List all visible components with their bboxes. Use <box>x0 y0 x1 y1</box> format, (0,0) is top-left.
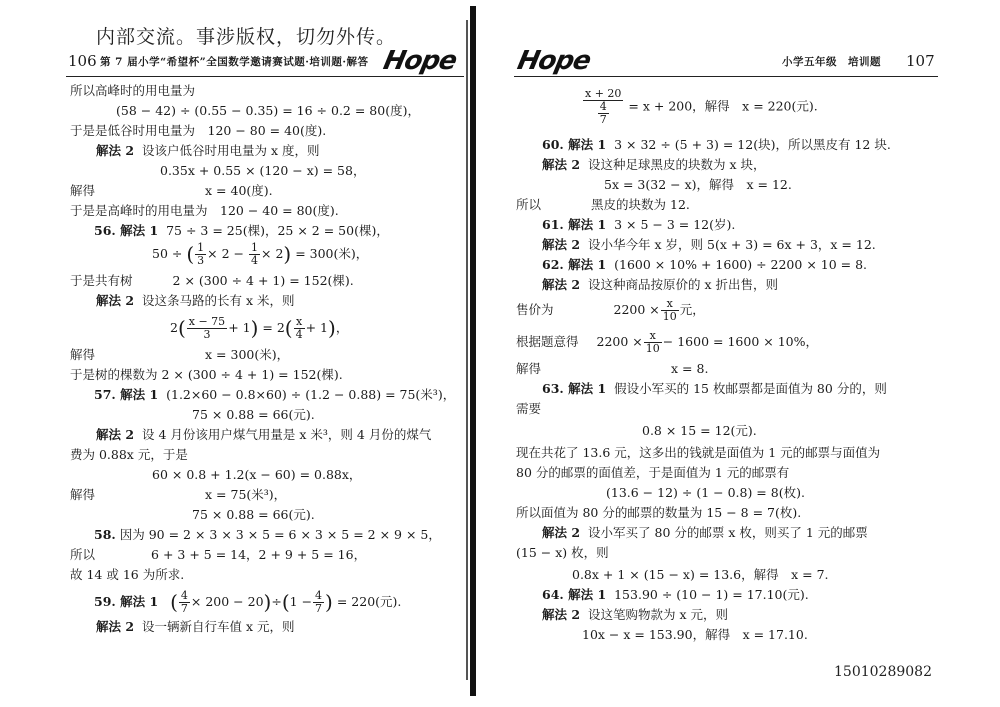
problem-number: 63. 解法 1 <box>542 381 607 396</box>
problem-number: 59. 解法 1 <box>94 594 159 609</box>
text-line <box>516 196 690 213</box>
text-line: 费为 0.88x 元，于是 <box>70 447 188 462</box>
text: = 220(元). <box>336 594 402 609</box>
paren-open: ( <box>186 242 195 266</box>
text: 设一辆新自行车值 x 元，则 <box>142 619 295 634</box>
equation-line: 75 × 0.88 = 66(元). <box>192 407 315 422</box>
text: 50 ÷ <box>152 246 183 261</box>
text: 设小军买了 80 分的邮票 x 枚，则买了 1 元的邮票 <box>588 525 868 540</box>
text: x = 75(米³)， <box>205 487 287 502</box>
paren-open: ( <box>281 590 290 614</box>
solution-line <box>542 586 809 603</box>
solution-label: 解法 2 <box>542 607 581 622</box>
solution-line <box>542 524 868 541</box>
fraction: $\frac{1}{3}$ <box>197 241 205 267</box>
problem-number: 61. 解法 1 <box>542 217 607 232</box>
fraction: $\frac{4}{7}$ <box>180 589 188 615</box>
solution-line <box>94 222 389 239</box>
fraction: $\frac{4}{7}$ <box>315 589 323 615</box>
equation-line: 0.35x + 0.55 × (120 − x) = 58， <box>160 163 366 178</box>
text: 于是共有树 <box>70 273 133 288</box>
text: 设这笔购物款为 x 元，则 <box>588 607 729 622</box>
solution-line <box>542 136 891 153</box>
problem-number: 62. 解法 1 <box>542 257 607 272</box>
fraction-denominator <box>583 101 623 126</box>
page-number: 107 <box>906 52 935 70</box>
hope-logo: Hope <box>380 46 460 76</box>
text-line: 于是是低谷时用电量为 120 − 80 = 40(度). <box>70 123 327 138</box>
text-line <box>516 360 708 377</box>
left-page-header <box>66 46 464 77</box>
text: 所以 <box>516 197 542 212</box>
text-line: 需要 <box>516 401 542 416</box>
equation-line: 10x − x = 153.90，解得 x = 17.10. <box>582 627 808 642</box>
solution-line <box>542 236 876 253</box>
fraction: $\frac{4}{7}$ <box>599 100 607 126</box>
fraction: $\frac{1}{4}$ <box>251 241 258 267</box>
text: = 2 <box>262 320 285 335</box>
text: 75 ÷ 3 = 25(棵)，25 × 2 = 50(棵)， <box>166 223 389 238</box>
solution-line <box>94 526 441 543</box>
text: 1 − <box>289 594 313 609</box>
text-line <box>70 272 354 289</box>
text: 设这种足球黑皮的块数为 x 块， <box>588 157 766 172</box>
text-line <box>70 182 273 199</box>
equation-line <box>582 88 818 126</box>
problem-number: 57. 解法 1 <box>94 387 159 402</box>
text-line: 于是是高峰时的用电量为 120 − 40 = 80(度). <box>70 203 339 218</box>
text: + 1 <box>228 320 251 335</box>
right-page-header <box>514 46 938 77</box>
equation-line: (58 − 42) ÷ (0.55 − 0.35) = 16 ÷ 0.2 = 80(度)， <box>116 103 420 118</box>
problem-number: 64. 解法 1 <box>542 587 607 602</box>
solution-line <box>542 606 728 623</box>
paren-close: ) <box>283 242 292 266</box>
text: 因为 90 = 2 × 3 × 3 × 5 = 6 × 3 × 5 = 2 × 9 × 5， <box>119 527 441 542</box>
text: 所以 <box>70 547 96 562</box>
solution-line <box>96 426 431 443</box>
left-page <box>0 0 470 707</box>
confidential-notice: 内部交流。事涉版权，切勿外传。 <box>96 26 397 48</box>
text: 售价为 <box>516 302 554 317</box>
paren-open: ( <box>284 316 293 340</box>
equation-line <box>152 242 368 267</box>
text: 根据题意得 <box>516 334 579 349</box>
text: x = 40(度). <box>205 183 273 198</box>
text-line: (15 − x) 枚，则 <box>516 545 609 560</box>
text: = x + 200，解得 x = 220(元). <box>628 98 818 114</box>
text: 设小华今年 x 岁，则 5(x + 3) = 6x + 3，x = 12. <box>588 237 876 252</box>
equation-line: 5x = 3(32 − x)，解得 x = 12. <box>604 177 792 192</box>
text: × 2 <box>261 246 284 261</box>
text: 假设小军买的 15 枚邮票都是面值为 80 分的，则 <box>614 381 887 396</box>
text: 设这种商品按原价的 x 折出售，则 <box>588 277 779 292</box>
solution-label: 解法 2 <box>96 143 135 158</box>
text: 3 × 5 − 3 = 12(岁). <box>614 217 736 232</box>
paren-close: ) <box>250 316 259 340</box>
equation-line <box>170 316 348 341</box>
phone-number: 15010289082 <box>834 664 932 680</box>
text-line: 现在共花了 13.6 元，这多出的钱就是面值为 1 元的邮票与面值为 <box>516 445 881 460</box>
header-title: 小学五年级 培训题 <box>782 56 881 68</box>
text: 2200 × <box>596 334 643 349</box>
header-title: 第 7 届小学“希望杯”全国数学邀请赛试题·培训题·解答 <box>100 56 369 68</box>
equation-line: 60 × 0.8 + 1.2(x − 60) = 0.88x， <box>152 467 362 482</box>
text: (1.2×60 − 0.8×60) ÷ (1.2 − 0.88) = 75(米³)， <box>166 387 456 402</box>
equation-line: (13.6 − 12) ÷ (1 − 0.8) = 8(枚). <box>606 485 805 500</box>
text: 黑皮的块数为 12. <box>591 197 690 212</box>
solution-line <box>542 216 735 233</box>
text: = 300(米)， <box>295 246 369 261</box>
text: 元， <box>679 302 705 317</box>
fraction: $\frac{x}{10}$ <box>645 329 660 355</box>
text: ， <box>335 320 349 335</box>
solution-label: 解法 2 <box>542 277 581 292</box>
text: (1600 × 10% + 1600) ÷ 2200 × 10 = 8. <box>614 257 868 272</box>
solution-line <box>542 256 867 273</box>
text-line: 80 分的邮票的面值差，于是面值为 1 元的邮票有 <box>516 465 790 480</box>
right-page <box>476 0 1000 707</box>
problem-number: 60. 解法 1 <box>542 137 607 152</box>
text: 153.90 ÷ (10 − 1) = 17.10(元). <box>614 587 809 602</box>
solution-label: 解法 2 <box>96 293 135 308</box>
text: × 2 − <box>207 246 245 261</box>
text-line <box>516 298 705 323</box>
text: 解得 <box>516 361 542 376</box>
fraction: $\frac{x + 20}{\frac{4}{7}}$ <box>585 87 622 126</box>
paren-close: ) <box>328 316 336 340</box>
text: 6 + 3 + 5 = 14，2 + 9 + 5 = 16， <box>151 547 367 562</box>
text: x = 300(米)， <box>205 347 290 362</box>
text: x = 8. <box>671 361 709 376</box>
text-line <box>70 546 366 563</box>
paren-open: ( <box>170 590 178 614</box>
solution-label: 解法 2 <box>542 525 581 540</box>
solution-line <box>96 142 320 159</box>
problem-number: 56. 解法 1 <box>94 223 159 238</box>
solution-line <box>94 386 455 403</box>
solution-label: 解法 2 <box>96 427 135 442</box>
paren-close: ) <box>263 590 272 614</box>
paren-open: ( <box>177 316 186 340</box>
solution-label: 解法 2 <box>542 237 581 252</box>
text: 设 4 月份该用户煤气用量是 x 米³，则 4 月份的煤气 <box>142 427 432 442</box>
solution-label: 解法 2 <box>542 157 581 172</box>
text-line <box>70 346 289 363</box>
solution-line <box>542 276 778 293</box>
solution-line <box>96 618 295 635</box>
text: 解得 <box>70 347 96 362</box>
solution-line <box>96 292 295 309</box>
text-line: 故 14 或 16 为所求. <box>70 567 185 582</box>
text: 解得 <box>70 487 96 502</box>
text-line: 于是树的棵数为 2 × (300 ÷ 4 + 1) = 152(棵). <box>70 367 343 382</box>
fraction: $\frac{x}{10}$ <box>662 297 677 323</box>
solution-line <box>542 380 887 397</box>
page-number: 106 <box>68 52 97 70</box>
text: 设这条马路的长有 x 米，则 <box>142 293 295 308</box>
solution-line <box>94 590 401 615</box>
text: 3 × 32 ÷ (5 + 3) = 12(块)，所以黑皮有 12 块. <box>614 137 891 152</box>
text: × 200 − 20 <box>190 594 264 609</box>
fraction: $\frac{x}{4}$ <box>295 315 303 341</box>
fraction: $\frac{x - 75}{3}$ <box>188 315 226 341</box>
equation-line: 75 × 0.88 = 66(元). <box>192 507 315 522</box>
problem-number: 58. <box>94 527 116 542</box>
text-line: 所以高峰时的用电量为 <box>70 83 196 98</box>
text: 2 × (300 ÷ 4 + 1) = 152(棵). <box>172 273 354 288</box>
paren-close: ) <box>325 590 333 614</box>
equation-line: 0.8x + 1 × (15 − x) = 13.6，解得 x = 7. <box>572 567 829 582</box>
text-line <box>70 486 286 503</box>
text: + 1 <box>305 320 329 335</box>
text: 解得 <box>70 183 96 198</box>
hope-logo: Hope <box>514 46 594 76</box>
text: − 1600 = 1600 × 10%， <box>662 334 818 349</box>
text: ÷ <box>271 594 282 609</box>
text: 2 <box>170 320 178 335</box>
equation-line: 0.8 × 15 = 12(元). <box>642 423 757 438</box>
text-line <box>516 330 818 355</box>
text: 2200 × <box>613 302 660 317</box>
solution-label: 解法 2 <box>96 619 135 634</box>
solution-line <box>542 156 766 173</box>
text-line: 所以面值为 80 分的邮票的数量为 15 − 8 = 7(枚). <box>516 505 802 520</box>
text: 设该户低谷时用电量为 x 度，则 <box>142 143 320 158</box>
